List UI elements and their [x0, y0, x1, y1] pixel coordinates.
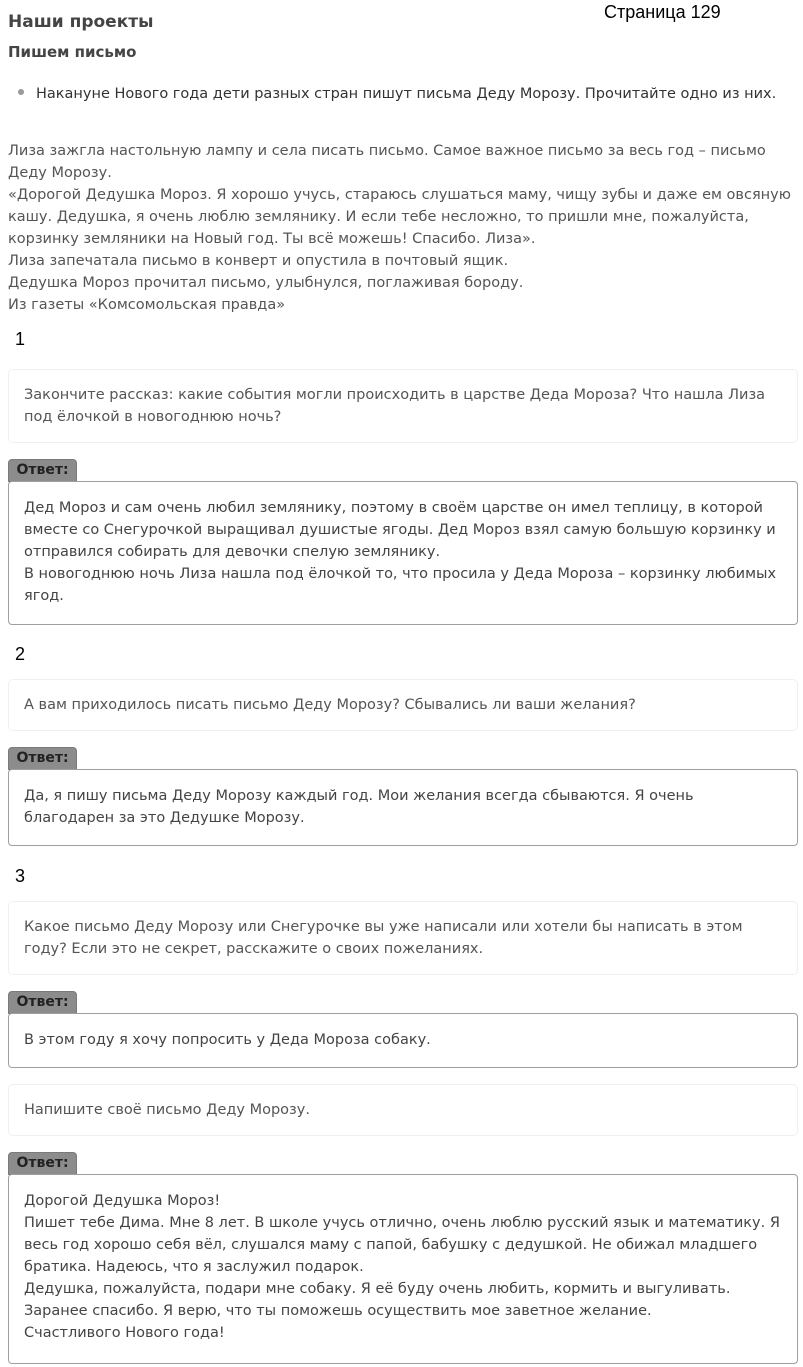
task-number: 2: [15, 644, 26, 664]
question-text: А вам приходилось писать письмо Деду Морозу? Сбывались ли ваши желания?: [24, 697, 636, 713]
intro-bullet: [18, 86, 776, 102]
question-box: [8, 1084, 798, 1136]
answer-box: [8, 1013, 798, 1068]
answer-label: Ответ:: [8, 747, 77, 770]
question-text: Напишите своё письмо Деду Морозу.: [24, 1102, 310, 1118]
story-paragraph: «Дорогой Дедушка Мороз. Я хорошо учусь, стараюсь слушаться маму, чищу зубы и даже ем овсяную кашу. Дедушка, я очень люблю землянику. И если тебе несложно, то пришли мне, пожалуйста, корзинку земляники на Новый год. Ты всё можешь! Спасибо. Лиза».: [8, 187, 791, 247]
story-paragraph: Лиза запечатала письмо в конверт и опустила в почтовый ящик.: [8, 253, 509, 269]
story-paragraph: Дедушка Мороз прочитал письмо, улыбнулся, поглаживая бороду.: [8, 275, 524, 291]
answer-paragraph: Дедушка, пожалуйста, подари мне собаку. Я её буду очень любить, кормить и выгуливать. Заранее спасибо. Я верю, что ты поможешь осуществить мое заветное желание.: [24, 1281, 731, 1319]
answer-paragraph: В новогоднюю ночь Лиза нашла под ёлочкой то, что просила у Деда Мороза – корзинку любимых ягод.: [24, 566, 777, 604]
answer-box: [8, 1174, 798, 1364]
story-source: Из газеты «Комсомольская правда»: [8, 297, 286, 313]
page-number: Страница 129: [604, 2, 721, 22]
question-box: [8, 901, 798, 975]
question-box: [8, 369, 798, 443]
task-number: 1: [15, 329, 26, 349]
answer-label: Ответ:: [8, 1152, 77, 1175]
question-text: Какое письмо Деду Морозу или Снегурочке вы уже написали или хотели бы написать в этом году? Если это не секрет, расскажите о своих пожеланиях.: [24, 919, 743, 957]
answer-box: [8, 769, 798, 846]
intro-bullet-text: Накануне Нового года дети разных стран пишут письма Деду Морозу. Прочитайте одно из них.: [36, 86, 777, 102]
question-box: [8, 679, 798, 731]
story-paragraph: Лиза зажгла настольную лампу и села писать письмо. Самое важное письмо за весь год – письмо Деду Морозу.: [8, 143, 766, 181]
answer-paragraph: Дорогой Дедушка Мороз!: [24, 1193, 221, 1209]
section-subtitle: Пишем письмо: [8, 43, 137, 61]
story-text: [8, 140, 798, 316]
answer-label: Ответ:: [8, 991, 77, 1014]
bullet-dot-icon: [18, 89, 24, 95]
answer-paragraph: Пишет тебе Дима. Мне 8 лет. В школе учусь отлично, очень люблю русский язык и математику. Я весь год хорошо себя вёл, слушался маму с папой, бабушку с дедушкой. Не обижал младшего братика. Надеюсь, что я заслужил подарок.: [24, 1215, 780, 1275]
answer-paragraph: Да, я пишу письма Деду Морозу каждый год. Мои желания всегда сбываются. Я очень благодарен за это Дедушке Морозу.: [24, 788, 694, 826]
task-number: 3: [15, 866, 26, 886]
question-text: Закончите рассказ: какие события могли происходить в царстве Деда Мороза? Что нашла Лиза под ёлочкой в новогоднюю ночь?: [24, 387, 766, 425]
answer-label: Ответ:: [8, 459, 77, 482]
section-title: Наши проекты: [8, 12, 154, 32]
answer-paragraph: Дед Мороз и сам очень любил землянику, поэтому в своём царстве он имел теплицу, в которой вместе со Снегурочкой выращивал душистые ягоды. Дед Мороз взял самую большую корзинку и отправился собирать для девочки спелую землянику.: [24, 500, 776, 560]
answer-paragraph: Счастливого Нового года!: [24, 1325, 225, 1341]
answer-paragraph: В этом году я хочу попросить у Деда Мороза собаку.: [24, 1032, 431, 1048]
answer-box: [8, 481, 798, 625]
